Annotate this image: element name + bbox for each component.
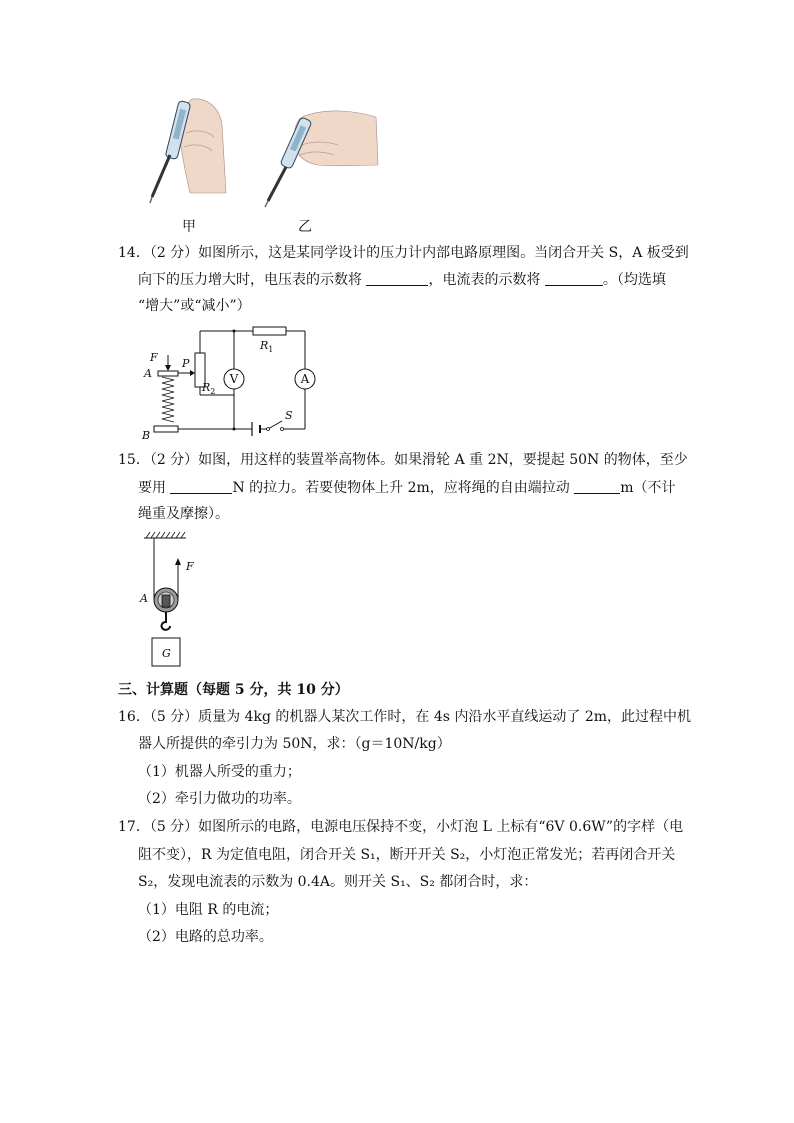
- q15-text-2a: 要用: [138, 480, 171, 496]
- q15-line-1: 15．（2 分）如图，用这样的装置举高物体。如果滑轮 A 重 2N，要提起 50N 的物体，至少: [118, 452, 688, 468]
- spring: [162, 377, 174, 422]
- q17-sub-1: （1）电阻 R 的电流；: [138, 902, 279, 918]
- q15-text-2b: N 的拉力。若要使物体上升 2m，应将绳的自由端拉动: [232, 480, 575, 496]
- switch-s: [268, 421, 282, 429]
- q14-line-1: 14．（2 分）如图所示，这是某同学设计的压力计内部电路原理图。当闭合开关 S，A 板受到: [118, 245, 689, 261]
- q17-sub-2: （2）电路的总功率。: [138, 929, 273, 945]
- label-pulley-a: A: [140, 592, 148, 605]
- q17-line-3: S₂，发现电流表的示数为 0.4A。则开关 S₁、S₂ 都闭合时，求：: [138, 874, 538, 890]
- q16-sub-2: （2）牵引力做功的功率。: [138, 791, 301, 807]
- ammeter-label: A: [300, 372, 310, 386]
- q14-text-2b: ，电流表的示数将: [428, 272, 545, 288]
- label-r2: $R_2$: [202, 381, 216, 396]
- q15-line-2: [138, 478, 676, 498]
- q17-line-2: 阻不变），R 为定值电阻，闭合开关 S₁，断开开关 S₂，小灯泡正常发光；若再闭合开关: [138, 847, 676, 863]
- label-weight-g: G: [162, 647, 171, 660]
- q14-text-2c: 。（均选填: [602, 272, 666, 288]
- q15-text-2c: m（不计: [620, 480, 676, 496]
- q16-line-1: 16．（5 分）质量为 4kg 的机器人某次工作时，在 4s 内沿水平直线运动了 2m，此过程中机: [118, 709, 692, 725]
- q15-pulley-diagram: [136, 530, 216, 674]
- q14-text-2a: 向下的压力增大时，电压表的示数将: [138, 272, 367, 288]
- q16-line-2: 器人所提供的牵引力为 50N，求：（g＝10N/kg）: [138, 736, 451, 752]
- label-s: S: [285, 409, 293, 422]
- label-p: P: [182, 357, 190, 370]
- test-pencil-figure: [130, 95, 390, 215]
- q14-circuit-diagram: [138, 325, 338, 443]
- figure-caption-jia: 甲: [182, 219, 196, 235]
- label-a: A: [144, 367, 152, 380]
- voltmeter-label: V: [229, 372, 239, 386]
- resistor-r1: [253, 327, 286, 335]
- q17-line-1: 17．（5 分）如图所示的电路，电源电压保持不变，小灯泡 L 上标有“6V 0.6W”的字样（电: [118, 819, 684, 835]
- label-force-f: F: [186, 560, 194, 573]
- label-r1: $R_1$: [260, 339, 274, 354]
- hand-jia-illustration: [150, 99, 226, 203]
- q14-line-2: [138, 270, 666, 290]
- q15-line-3: 绳重及摩擦）。: [138, 506, 229, 522]
- q16-sub-1: （1）机器人所受的重力；: [138, 764, 301, 780]
- q14-current-answer-blank[interactable]: [545, 271, 603, 286]
- hand-yi-illustration: [265, 111, 378, 207]
- section-3-title: 三、计算题（每题 5 分，共 10 分）: [118, 682, 349, 698]
- label-f: F: [150, 351, 158, 364]
- label-b: B: [142, 429, 151, 442]
- figure-caption-yi: 乙: [298, 219, 312, 235]
- q14-voltage-answer-blank[interactable]: [366, 271, 428, 286]
- q15-force-answer-blank[interactable]: [170, 479, 232, 494]
- q15-distance-answer-blank[interactable]: [574, 479, 620, 494]
- q14-line-3: “增大”或“减小”）: [138, 298, 251, 314]
